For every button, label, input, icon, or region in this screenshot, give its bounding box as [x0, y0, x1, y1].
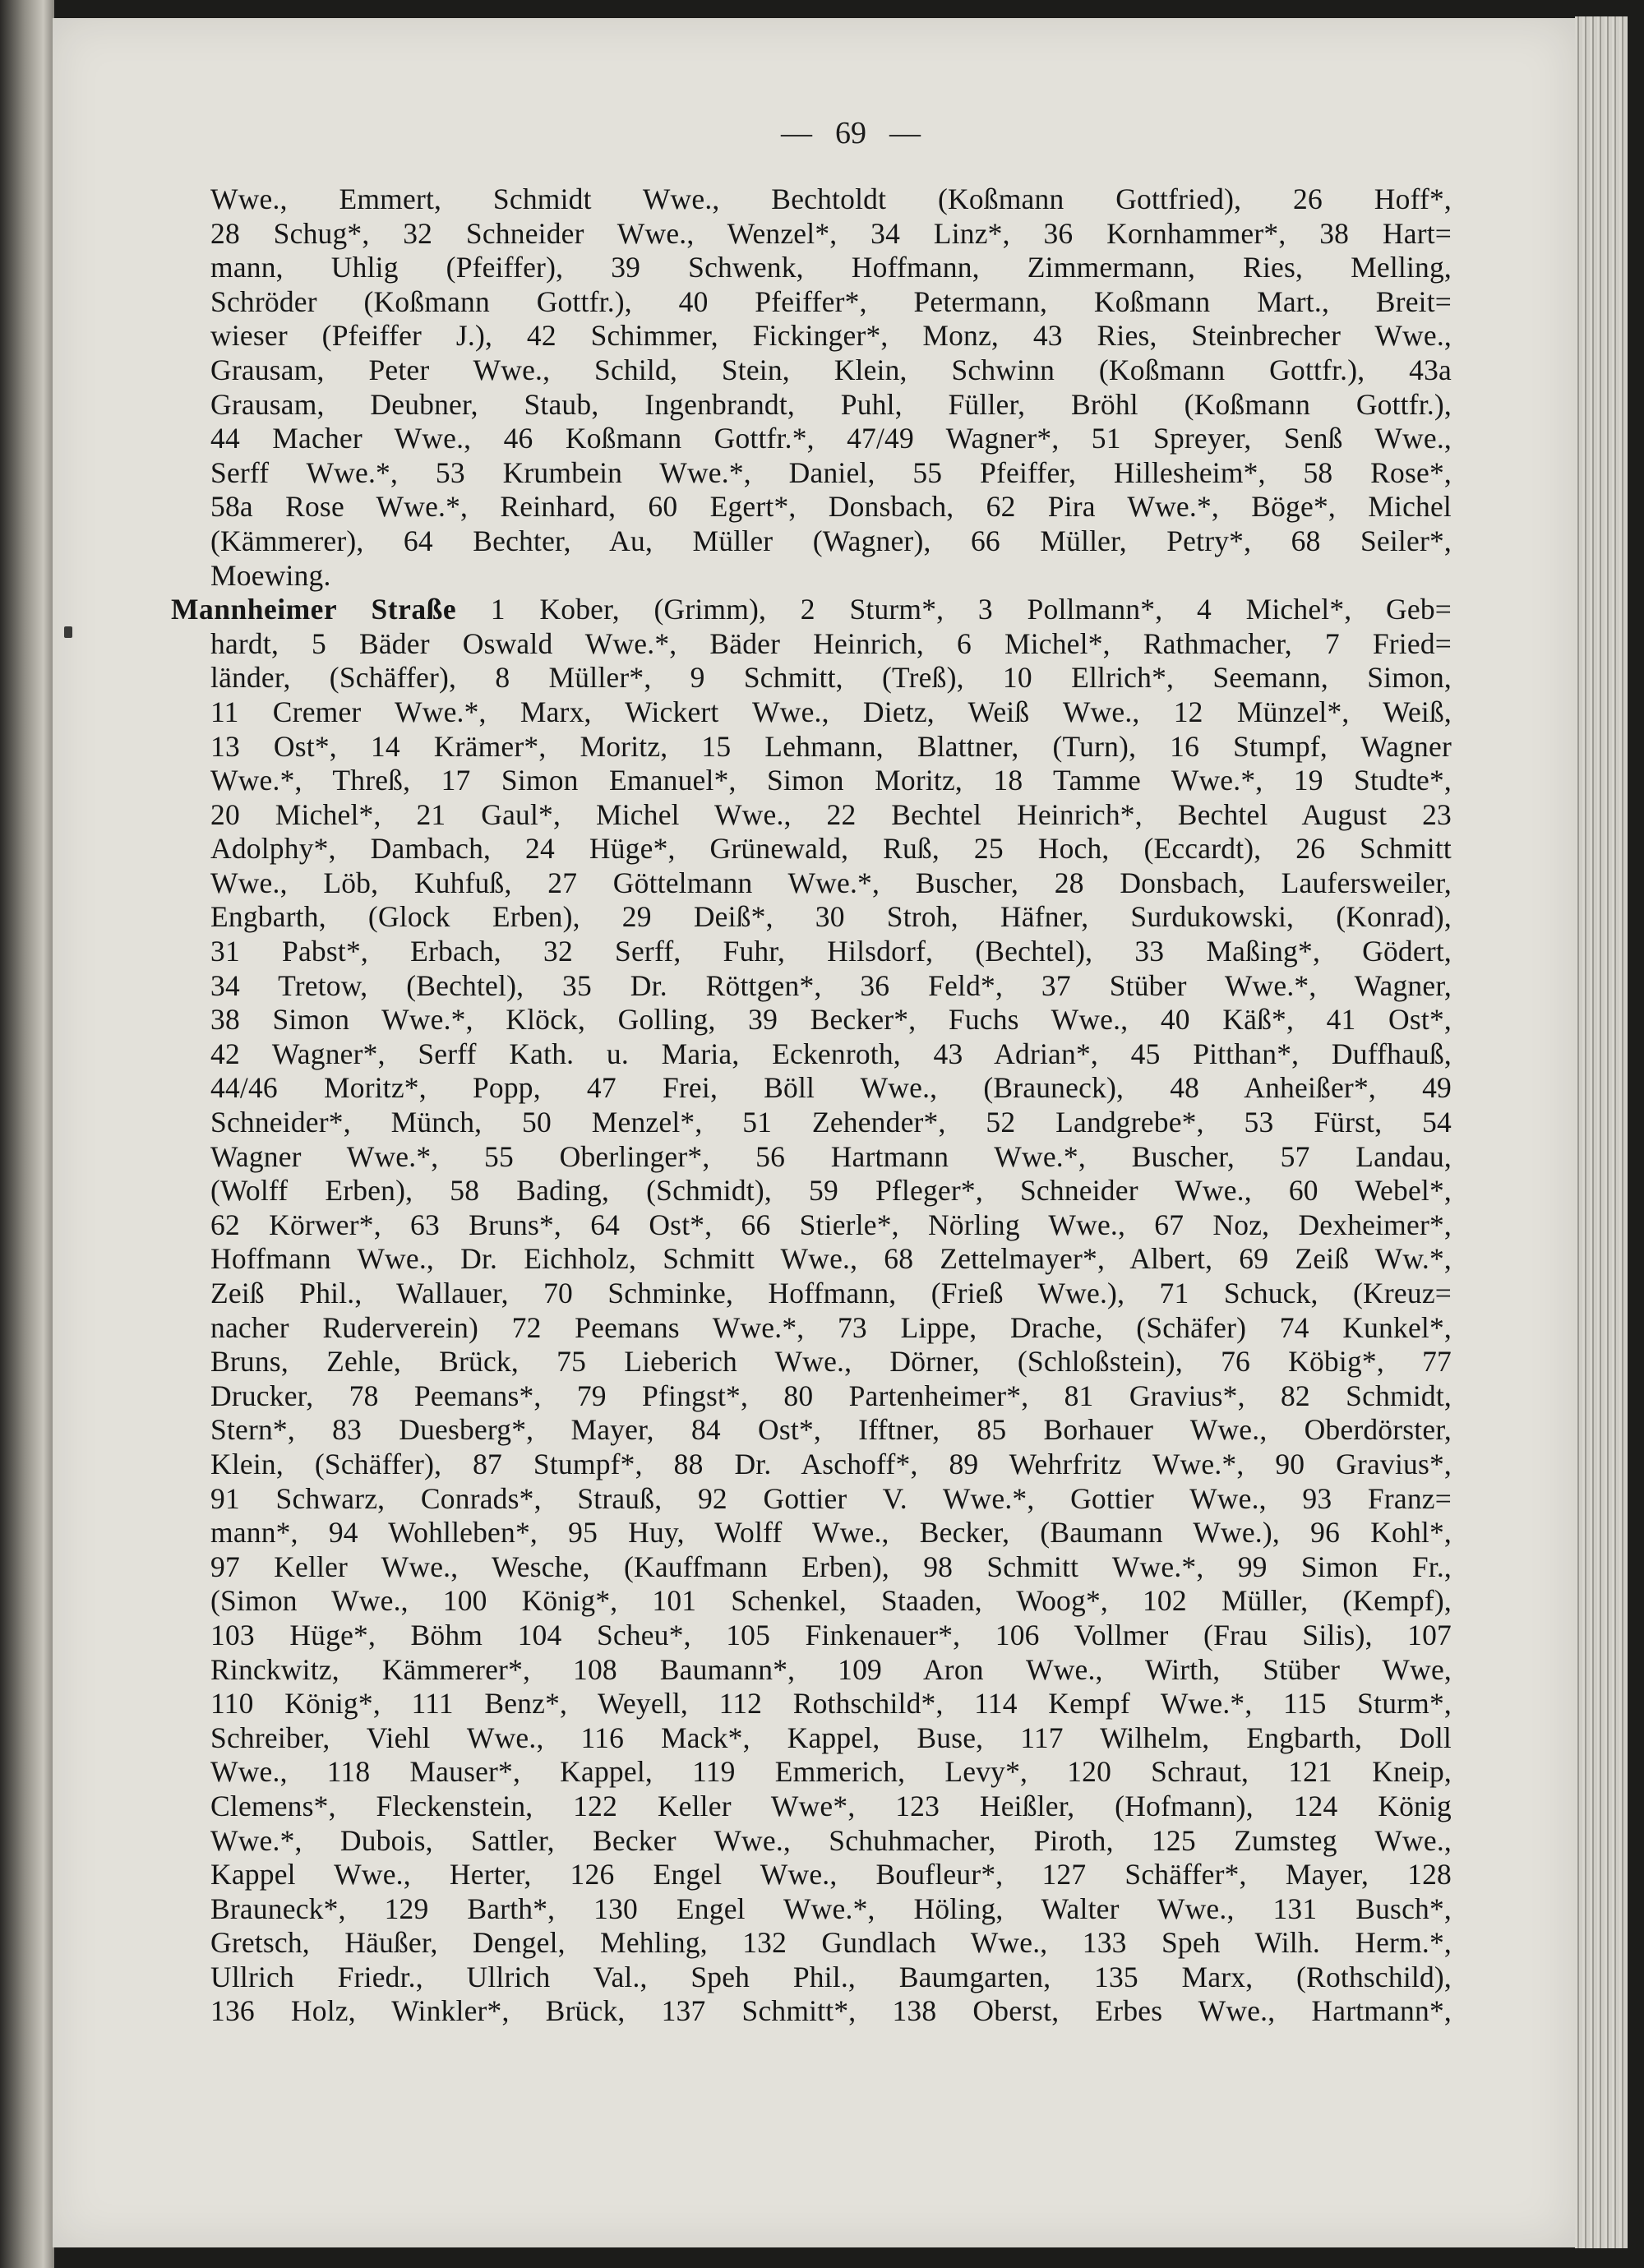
background-edge	[1628, 0, 1644, 2268]
text-line: Schröder (Koßmann Gottfr.), 40 Pfeiffer*, Petermann, Koßmann Mart., Breit=	[210, 284, 1452, 318]
text-line: Stern*, 83 Duesberg*, Mayer, 84 Ost*, Ifftner, 85 Borhauer Wwe., Oberdörster,	[210, 1413, 1452, 1447]
text-line: mann, Uhlig (Pfeiffer), 39 Schwenk, Hoffmann, Zimmermann, Ries, Melling,	[210, 251, 1452, 284]
section-continued-street	[210, 182, 1452, 593]
street-heading-line	[171, 593, 1452, 627]
text-line: 44 Macher Wwe., 46 Koßmann Gottfr.*, 47/49 Wagner*, 51 Spreyer, Senß Wwe.,	[210, 422, 1452, 455]
text-line: Ullrich Friedr., Ullrich Val., Speh Phil., Baumgarten, 135 Marx, (Rothschild),	[210, 1960, 1452, 1993]
text-line: Drucker, 78 Peemans*, 79 Pfingst*, 80 Partenheimer*, 81 Gravius*, 82 Schmidt,	[210, 1379, 1452, 1412]
text-line: 136 Holz, Winkler*, Brück, 137 Schmitt*, 138 Oberst, Erbes Wwe., Hartmann*,	[210, 1994, 1452, 2028]
text-line: Grausam, Deubner, Staub, Ingenbrandt, Puhl, Füller, Bröhl (Koßmann Gottfr.),	[210, 387, 1452, 421]
text-line: Wwe.*, Dubois, Sattler, Becker Wwe., Schuhmacher, Piroth, 125 Zumsteg Wwe.,	[210, 1823, 1452, 1857]
text-line: (Wolff Erben), 58 Bading, (Schmidt), 59 Pfleger*, Schneider Wwe., 60 Webel*,	[210, 1174, 1452, 1208]
text-line: länder, (Schäffer), 8 Müller*, 9 Schmitt, (Treß), 10 Ellrich*, Seemann, Simon,	[210, 661, 1452, 695]
text-line: Wagner Wwe.*, 55 Oberlinger*, 56 Hartmann Wwe.*, Buscher, 57 Landau,	[210, 1139, 1452, 1173]
text-line: Wwe., Löb, Kuhfuß, 27 Göttelmann Wwe.*, Buscher, 28 Donsbach, Laufersweiler,	[210, 866, 1452, 899]
text-line: Kappel Wwe., Herter, 126 Engel Wwe., Boufleur*, 127 Schäffer*, Mayer, 128	[210, 1858, 1452, 1892]
text-line: 42 Wagner*, Serff Kath. u. Maria, Eckenroth, 43 Adrian*, 45 Pitthan*, Duffhauß,	[210, 1037, 1452, 1070]
street-name: Mannheimer Straße	[171, 593, 457, 626]
directory-text	[171, 182, 1452, 2029]
dash-right: —	[889, 116, 921, 150]
text-line: 20 Michel*, 21 Gaul*, Michel Wwe., 22 Bechtel Heinrich*, Bechtel August 23	[210, 797, 1452, 831]
text-line: wieser (Pfeiffer J.), 42 Schimmer, Fickinger*, Monz, 43 Ries, Steinbrecher Wwe.,	[210, 319, 1452, 353]
text-line: Zeiß Phil., Wallauer, 70 Schminke, Hoffmann, (Frieß Wwe.), 71 Schuck, (Kreuz=	[210, 1277, 1452, 1310]
text-line: 11 Cremer Wwe.*, Marx, Wickert Wwe., Dietz, Weiß Wwe., 12 Münzel*, Weiß,	[210, 695, 1452, 728]
text-line: 13 Ost*, 14 Krämer*, Moritz, 15 Lehmann, Blattner, (Turn), 16 Stumpf, Wagner	[210, 729, 1452, 763]
text-line: Grausam, Peter Wwe., Schild, Stein, Klein, Schwinn (Koßmann Gottfr.), 43a	[210, 353, 1452, 386]
text-line: hardt, 5 Bäder Oswald Wwe.*, Bäder Heinrich, 6 Michel*, Rathmacher, 7 Fried=	[210, 626, 1452, 660]
text-line: nacher Ruderverein) 72 Peemans Wwe.*, 73 Lippe, Drache, (Schäfer) 74 Kunkel*,	[210, 1310, 1452, 1344]
text-line: 62 Körwer*, 63 Bruns*, 64 Ost*, 66 Stierle*, Nörling Wwe., 67 Noz, Dexheimer*,	[210, 1208, 1452, 1241]
text-line: Clemens*, Fleckenstein, 122 Keller Wwe*, 123 Heißler, (Hofmann), 124 König	[210, 1789, 1452, 1822]
text-line: Moewing.	[210, 558, 331, 592]
text-line: Schneider*, Münch, 50 Menzel*, 51 Zehender*, 52 Landgrebe*, 53 Fürst, 54	[210, 1106, 1452, 1139]
text-line: 44/46 Moritz*, Popp, 47 Frei, Böll Wwe., (Brauneck), 48 Anheißer*, 49	[210, 1071, 1452, 1105]
text-line: Schreiber, Viehl Wwe., 116 Mack*, Kappel, Buse, 117 Wilhelm, Engbarth, Doll	[210, 1721, 1452, 1754]
text-line: mann*, 94 Wohlleben*, 95 Huy, Wolff Wwe., Becker, (Baumann Wwe.), 96 Kohl*,	[210, 1516, 1452, 1550]
text-line: Bruns, Zehle, Brück, 75 Lieberich Wwe., Dörner, (Schloßstein), 76 Köbig*, 77	[210, 1345, 1452, 1379]
text-line: 110 König*, 111 Benz*, Weyell, 112 Rothschild*, 114 Kempf Wwe.*, 115 Sturm*,	[210, 1687, 1452, 1721]
dash-left: —	[781, 116, 812, 150]
page-number-header	[0, 115, 1644, 151]
text-line: 97 Keller Wwe., Wesche, (Kauffmann Erben), 98 Schmitt Wwe.*, 99 Simon Fr.,	[210, 1550, 1452, 1583]
facing-page-edge	[0, 0, 54, 2268]
text-line: Serff Wwe.*, 53 Krumbein Wwe.*, Daniel, 55 Pfeiffer, Hillesheim*, 58 Rose*,	[210, 455, 1452, 489]
text-line: 34 Tretow, (Bechtel), 35 Dr. Röttgen*, 36 Feld*, 37 Stüber Wwe.*, Wagner,	[210, 968, 1452, 1002]
text-line: Wwe., Emmert, Schmidt Wwe., Bechtoldt (Koßmann Gottfried), 26 Hoff*,	[210, 182, 1452, 215]
street-first-entries: 1 Kober, (Grimm), 2 Sturm*, 3 Pollmann*, 4 Michel*, Geb=	[456, 593, 1452, 626]
text-line: 38 Simon Wwe.*, Klöck, Golling, 39 Becker*, Fuchs Wwe., 40 Käß*, 41 Ost*,	[210, 1003, 1452, 1037]
text-line: Wwe., 118 Mauser*, Kappel, 119 Emmerich, Levy*, 120 Schraut, 121 Kneip,	[210, 1755, 1452, 1789]
text-line: Gretsch, Häußer, Dengel, Mehling, 132 Gundlach Wwe., 133 Speh Wilh. Herm.*,	[210, 1926, 1452, 1960]
text-line: 28 Schug*, 32 Schneider Wwe., Wenzel*, 34 Linz*, 36 Kornhammer*, 38 Hart=	[210, 216, 1452, 250]
text-line: 91 Schwarz, Conrads*, Strauß, 92 Gottier V. Wwe.*, Gottier Wwe., 93 Franz=	[210, 1481, 1452, 1515]
section-mannheimer-strasse	[171, 593, 1452, 2029]
text-line: Adolphy*, Dambach, 24 Hüge*, Grünewald, Ruß, 25 Hoch, (Eccardt), 26 Schmitt	[210, 832, 1452, 866]
text-line: 31 Pabst*, Erbach, 32 Serff, Fuhr, Hilsdorf, (Bechtel), 33 Maßing*, Gödert,	[210, 935, 1452, 968]
text-line: Klein, (Schäffer), 87 Stumpf*, 88 Dr. Aschoff*, 89 Wehrfritz Wwe.*, 90 Gravius*,	[210, 1447, 1452, 1480]
text-line: 58a Rose Wwe.*, Reinhard, 60 Egert*, Donsbach, 62 Pira Wwe.*, Böge*, Michel	[210, 490, 1452, 524]
text-line: Rinckwitz, Kämmerer*, 108 Baumann*, 109 Aron Wwe., Wirth, Stüber Wwe,	[210, 1652, 1452, 1686]
text-line: Hoffmann Wwe., Dr. Eichholz, Schmitt Wwe., 68 Zettelmayer*, Albert, 69 Zeiß Ww.*,	[210, 1242, 1452, 1276]
text-line: Engbarth, (Glock Erben), 29 Deiß*, 30 Stroh, Häfner, Surdukowski, (Konrad),	[210, 900, 1452, 934]
page-number: 69	[835, 116, 866, 150]
text-line: Brauneck*, 129 Barth*, 130 Engel Wwe.*, Höling, Walter Wwe., 131 Busch*,	[210, 1892, 1452, 1925]
text-line: (Simon Wwe., 100 König*, 101 Schenkel, Staaden, Woog*, 102 Müller, (Kempf),	[210, 1584, 1452, 1618]
text-line: (Kämmerer), 64 Bechter, Au, Müller (Wagner), 66 Müller, Petry*, 68 Seiler*,	[210, 524, 1452, 557]
text-line: 103 Hüge*, Böhm 104 Scheu*, 105 Finkenauer*, 106 Vollmer (Frau Silis), 107	[210, 1618, 1452, 1651]
text-line: Wwe.*, Threß, 17 Simon Emanuel*, Simon Moritz, 18 Tamme Wwe.*, 19 Studte*,	[210, 764, 1452, 797]
margin-mark	[64, 626, 72, 638]
